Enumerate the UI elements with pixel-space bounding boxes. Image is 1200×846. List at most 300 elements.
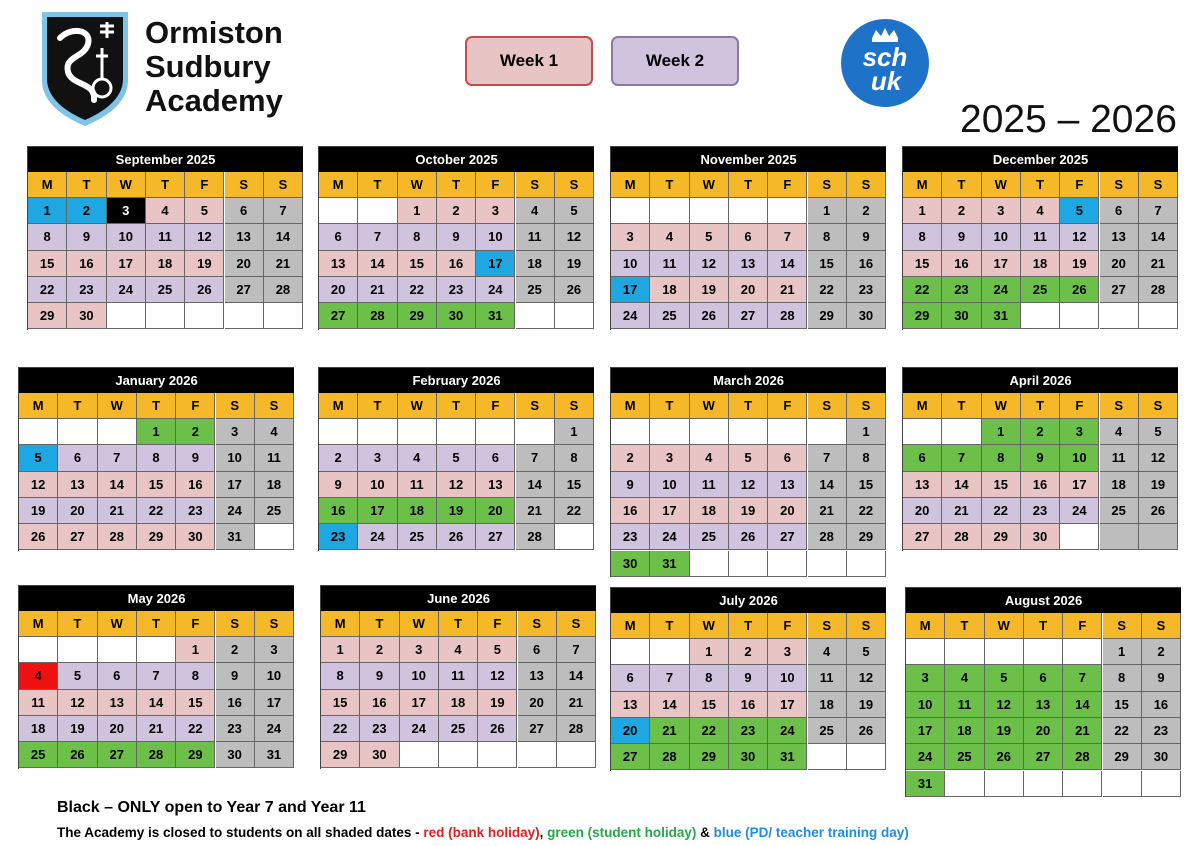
day-cell: 6 [768,445,807,471]
day-cell: 1 [28,198,67,224]
day-cell: 5 [690,224,729,250]
day-cell: 15 [903,251,942,277]
day-cell: 3 [768,639,807,665]
weekday-header: S [555,393,594,419]
day-cell: 21 [768,277,807,303]
weekday-header: F [1063,613,1102,639]
day-cell: 20 [319,277,358,303]
weekday-header: T [1021,393,1060,419]
empty-day-cell [611,419,650,445]
day-cell: 14 [808,472,847,498]
weekday-header: W [690,393,729,419]
day-cell: 19 [58,716,97,742]
month-calendar [610,146,886,330]
day-cell: 31 [255,742,294,768]
day-cell: 24 [216,498,255,524]
day-cell: 29 [690,744,729,770]
day-cell: 3 [611,224,650,250]
empty-day-cell [1139,303,1178,329]
weekday-header: S [1142,613,1181,639]
empty-day-cell [516,419,555,445]
weekday-header: F [768,172,807,198]
month-calendar [610,367,886,577]
weekday-header: M [903,172,942,198]
day-cell: 6 [729,224,768,250]
day-cell: 13 [1024,692,1063,718]
empty-day-cell [1103,771,1142,797]
day-cell: 12 [847,665,886,691]
day-cell: 29 [28,303,67,329]
day-cell: 25 [690,524,729,550]
day-cell: 13 [225,224,264,250]
weekday-header: M [611,393,650,419]
empty-day-cell [1060,524,1099,550]
day-cell: 29 [1103,744,1142,770]
day-cell: 30 [611,551,650,577]
day-cell: 10 [400,663,439,689]
day-cell: 28 [1139,277,1178,303]
empty-day-cell [98,419,137,445]
day-cell: 15 [1103,692,1142,718]
month-title: March 2026 [611,368,886,393]
weekday-header: T [58,611,97,637]
schuk-logo-line1: sch [862,42,908,72]
day-cell: 26 [437,524,476,550]
day-cell: 23 [176,498,215,524]
weekday-header: T [1024,613,1063,639]
day-cell: 12 [437,472,476,498]
week2-key: Week 2 [611,36,739,86]
day-cell: 27 [58,524,97,550]
day-cell: 2 [216,637,255,663]
weekday-header: W [690,172,729,198]
academic-year-title: 2025 – 2026 [960,98,1177,141]
empty-day-cell [1060,303,1099,329]
day-cell: 31 [216,524,255,550]
day-cell: 24 [107,277,146,303]
month-calendar [905,587,1181,797]
day-cell: 30 [1142,744,1181,770]
weekday-header: T [650,172,689,198]
day-cell: 22 [398,277,437,303]
weekday-header: M [28,172,67,198]
day-cell: 11 [19,690,58,716]
day-cell: 20 [225,251,264,277]
day-cell: 31 [906,771,945,797]
weekday-header: T [942,172,981,198]
day-cell: 1 [1103,639,1142,665]
empty-day-cell [19,637,58,663]
academy-name-line3: Academy [145,83,283,118]
weekday-header: S [225,172,264,198]
month-calendar [318,367,594,551]
weekday-header: W [98,611,137,637]
day-cell: 30 [437,303,476,329]
day-cell: 5 [437,445,476,471]
day-cell: 30 [729,744,768,770]
day-cell: 11 [516,224,555,250]
day-cell: 7 [98,445,137,471]
day-cell: 25 [146,277,185,303]
month-title: January 2026 [19,368,294,393]
day-cell: 18 [516,251,555,277]
day-cell: 23 [729,718,768,744]
empty-day-cell [518,742,557,768]
weekday-header: S [1100,172,1139,198]
day-cell: 21 [557,690,596,716]
weekday-header: T [146,172,185,198]
month-calendar [27,146,303,330]
empty-day-cell [19,419,58,445]
empty-day-cell [1100,303,1139,329]
day-cell: 22 [555,498,594,524]
day-cell: 28 [942,524,981,550]
day-cell: 10 [982,224,1021,250]
empty-day-cell [847,744,886,770]
day-cell: 13 [768,472,807,498]
weekday-header: T [650,393,689,419]
day-cell: 28 [650,744,689,770]
empty-day-cell [808,744,847,770]
schuk-logo [840,18,930,108]
weekday-header: S [808,172,847,198]
empty-day-cell [690,419,729,445]
day-cell: 12 [1060,224,1099,250]
day-cell: 14 [1063,692,1102,718]
day-cell: 25 [255,498,294,524]
weekday-header: S [557,611,596,637]
weekday-header: S [216,611,255,637]
month-calendar [610,587,886,771]
day-cell: 1 [982,419,1021,445]
weekday-header: M [319,172,358,198]
day-cell: 21 [98,498,137,524]
day-cell: 21 [1063,718,1102,744]
day-cell: 2 [729,639,768,665]
day-cell: 21 [942,498,981,524]
empty-day-cell [264,303,303,329]
day-cell: 17 [216,472,255,498]
day-cell: 28 [516,524,555,550]
day-cell: 13 [903,472,942,498]
day-cell: 16 [67,251,106,277]
day-cell: 15 [28,251,67,277]
empty-day-cell [476,419,515,445]
day-cell: 12 [555,224,594,250]
day-cell: 22 [1103,718,1142,744]
day-cell: 8 [398,224,437,250]
empty-day-cell [1142,771,1181,797]
weekday-header: T [439,611,478,637]
legend-bank-holiday: red (bank holiday) [423,825,540,840]
day-cell: 11 [1021,224,1060,250]
day-cell: 1 [137,419,176,445]
empty-day-cell [611,198,650,224]
day-cell: 14 [137,690,176,716]
day-cell: 18 [146,251,185,277]
weekday-header: W [982,393,1021,419]
day-cell: 26 [729,524,768,550]
day-cell: 15 [176,690,215,716]
day-cell: 18 [398,498,437,524]
empty-day-cell [690,198,729,224]
day-cell: 23 [611,524,650,550]
day-cell: 10 [650,472,689,498]
weekday-header: M [903,393,942,419]
legend-black-note: Black – ONLY open to Year 7 and Year 11 [57,799,366,816]
day-cell: 13 [319,251,358,277]
weekday-header: T [58,393,97,419]
day-cell: 22 [808,277,847,303]
day-cell: 14 [942,472,981,498]
day-cell: 20 [611,718,650,744]
weekday-header: S [1100,393,1139,419]
day-cell: 27 [1024,744,1063,770]
day-cell: 3 [476,198,515,224]
day-cell: 16 [1021,472,1060,498]
day-cell: 5 [729,445,768,471]
day-cell: 20 [98,716,137,742]
day-cell: 22 [690,718,729,744]
weekday-header: T [650,613,689,639]
day-cell: 23 [1021,498,1060,524]
day-cell: 4 [516,198,555,224]
day-cell: 30 [67,303,106,329]
month-title: July 2026 [611,588,886,613]
day-cell: 30 [942,303,981,329]
weekday-header: W [982,172,1021,198]
day-cell: 25 [439,716,478,742]
day-cell: 9 [729,665,768,691]
day-cell: 2 [360,637,399,663]
weekday-header: T [137,393,176,419]
day-cell: 9 [1142,665,1181,691]
academy-name-line1: Ormiston [145,15,283,50]
empty-day-cell [1063,639,1102,665]
day-cell: 19 [437,498,476,524]
day-cell: 2 [1021,419,1060,445]
weekday-header: T [945,613,984,639]
weekday-header: F [478,611,517,637]
empty-day-cell [1021,303,1060,329]
day-cell: 6 [611,665,650,691]
day-cell: 6 [1100,198,1139,224]
month-title: September 2025 [28,147,303,172]
day-cell: 26 [185,277,224,303]
day-cell: 19 [555,251,594,277]
day-cell: 17 [611,277,650,303]
empty-day-cell [358,198,397,224]
day-cell: 10 [906,692,945,718]
day-cell: 28 [264,277,303,303]
weekday-header: M [906,613,945,639]
day-cell: 7 [650,665,689,691]
day-cell: 9 [216,663,255,689]
month-title: November 2025 [611,147,886,172]
day-cell: 21 [650,718,689,744]
empty-day-cell [650,419,689,445]
day-cell: 25 [650,303,689,329]
day-cell: 6 [319,224,358,250]
empty-day-cell [650,639,689,665]
day-cell: 1 [690,639,729,665]
weekday-header: M [19,611,58,637]
day-cell: 7 [358,224,397,250]
day-cell: 27 [611,744,650,770]
weekday-header: F [476,172,515,198]
day-cell: 9 [360,663,399,689]
empty-day-cell [319,198,358,224]
day-cell: 16 [942,251,981,277]
day-cell: 24 [255,716,294,742]
empty-day-cell [985,771,1024,797]
day-cell: 8 [690,665,729,691]
day-cell: 16 [360,690,399,716]
schuk-logo-line2: uk [870,66,902,96]
day-cell: 15 [690,692,729,718]
weekday-header: F [768,393,807,419]
month-calendar [902,146,1178,330]
day-cell: 24 [906,744,945,770]
day-cell: 12 [690,251,729,277]
day-cell: 9 [847,224,886,250]
day-cell: 6 [903,445,942,471]
legend-prefix: The Academy is closed to students on all shaded dates - [57,825,424,840]
day-cell: 29 [398,303,437,329]
day-cell: 21 [808,498,847,524]
day-cell: 5 [478,637,517,663]
day-cell: 21 [358,277,397,303]
day-cell: 1 [903,198,942,224]
weekday-header: T [729,172,768,198]
weekday-header: F [1060,172,1099,198]
day-cell: 14 [650,692,689,718]
day-cell: 14 [768,251,807,277]
empty-day-cell [903,419,942,445]
day-cell: 23 [360,716,399,742]
day-cell: 1 [847,419,886,445]
day-cell: 29 [137,524,176,550]
empty-day-cell [146,303,185,329]
day-cell: 22 [137,498,176,524]
day-cell: 22 [903,277,942,303]
day-cell: 18 [808,692,847,718]
weekday-header: F [176,393,215,419]
day-cell: 17 [107,251,146,277]
weekday-header: S [555,172,594,198]
day-cell: 1 [808,198,847,224]
empty-day-cell [942,419,981,445]
weekday-header: F [768,613,807,639]
day-cell: 7 [516,445,555,471]
month-title: May 2026 [19,586,294,611]
day-cell: 16 [176,472,215,498]
day-cell: 10 [107,224,146,250]
day-cell: 6 [98,663,137,689]
day-cell: 6 [1024,665,1063,691]
day-cell: 15 [398,251,437,277]
day-cell: 10 [476,224,515,250]
day-cell: 5 [58,663,97,689]
month-title: April 2026 [903,368,1178,393]
month-title: August 2026 [906,588,1181,613]
day-cell: 12 [729,472,768,498]
weekday-header: W [400,611,439,637]
day-cell: 4 [255,419,294,445]
empty-day-cell [358,419,397,445]
weekday-header: S [808,393,847,419]
day-cell: 3 [906,665,945,691]
day-cell: 4 [146,198,185,224]
weekday-header: W [985,613,1024,639]
day-cell: 16 [847,251,886,277]
day-cell: 3 [358,445,397,471]
day-cell: 25 [398,524,437,550]
day-cell: 26 [847,718,886,744]
empty-day-cell [985,639,1024,665]
day-cell: 14 [557,663,596,689]
day-cell: 8 [321,663,360,689]
day-cell: 17 [476,251,515,277]
day-cell: 30 [1021,524,1060,550]
day-cell: 10 [358,472,397,498]
week1-key: Week 1 [465,36,593,86]
day-cell: 19 [478,690,517,716]
empty-day-cell [58,419,97,445]
day-cell: 27 [225,277,264,303]
day-cell: 16 [437,251,476,277]
day-cell: 28 [1063,744,1102,770]
day-cell: 9 [437,224,476,250]
empty-day-cell [729,198,768,224]
weekday-header: M [321,611,360,637]
day-cell: 8 [1103,665,1142,691]
day-cell: 19 [690,277,729,303]
day-cell: 31 [650,551,689,577]
day-cell: 2 [611,445,650,471]
day-cell: 19 [1060,251,1099,277]
empty-day-cell [847,551,886,577]
day-cell: 15 [982,472,1021,498]
day-cell: 9 [319,472,358,498]
day-cell: 11 [255,445,294,471]
day-cell: 4 [1100,419,1139,445]
month-calendar [902,367,1178,551]
month-title: December 2025 [903,147,1178,172]
day-cell: 13 [518,663,557,689]
day-cell: 24 [358,524,397,550]
weekday-header: F [476,393,515,419]
day-cell: 11 [146,224,185,250]
day-cell: 3 [650,445,689,471]
day-cell: 11 [690,472,729,498]
empty-day-cell [439,742,478,768]
day-cell: 10 [1060,445,1099,471]
day-cell: 25 [516,277,555,303]
month-calendar [18,585,294,769]
empty-day-cell [729,419,768,445]
day-cell: 13 [1100,224,1139,250]
day-cell: 5 [185,198,224,224]
day-cell: 4 [650,224,689,250]
empty-day-cell [437,419,476,445]
day-cell: 4 [439,637,478,663]
day-cell: 18 [945,718,984,744]
day-cell: 12 [58,690,97,716]
day-cell: 12 [985,692,1024,718]
day-cell: 26 [985,744,1024,770]
day-cell: 14 [516,472,555,498]
